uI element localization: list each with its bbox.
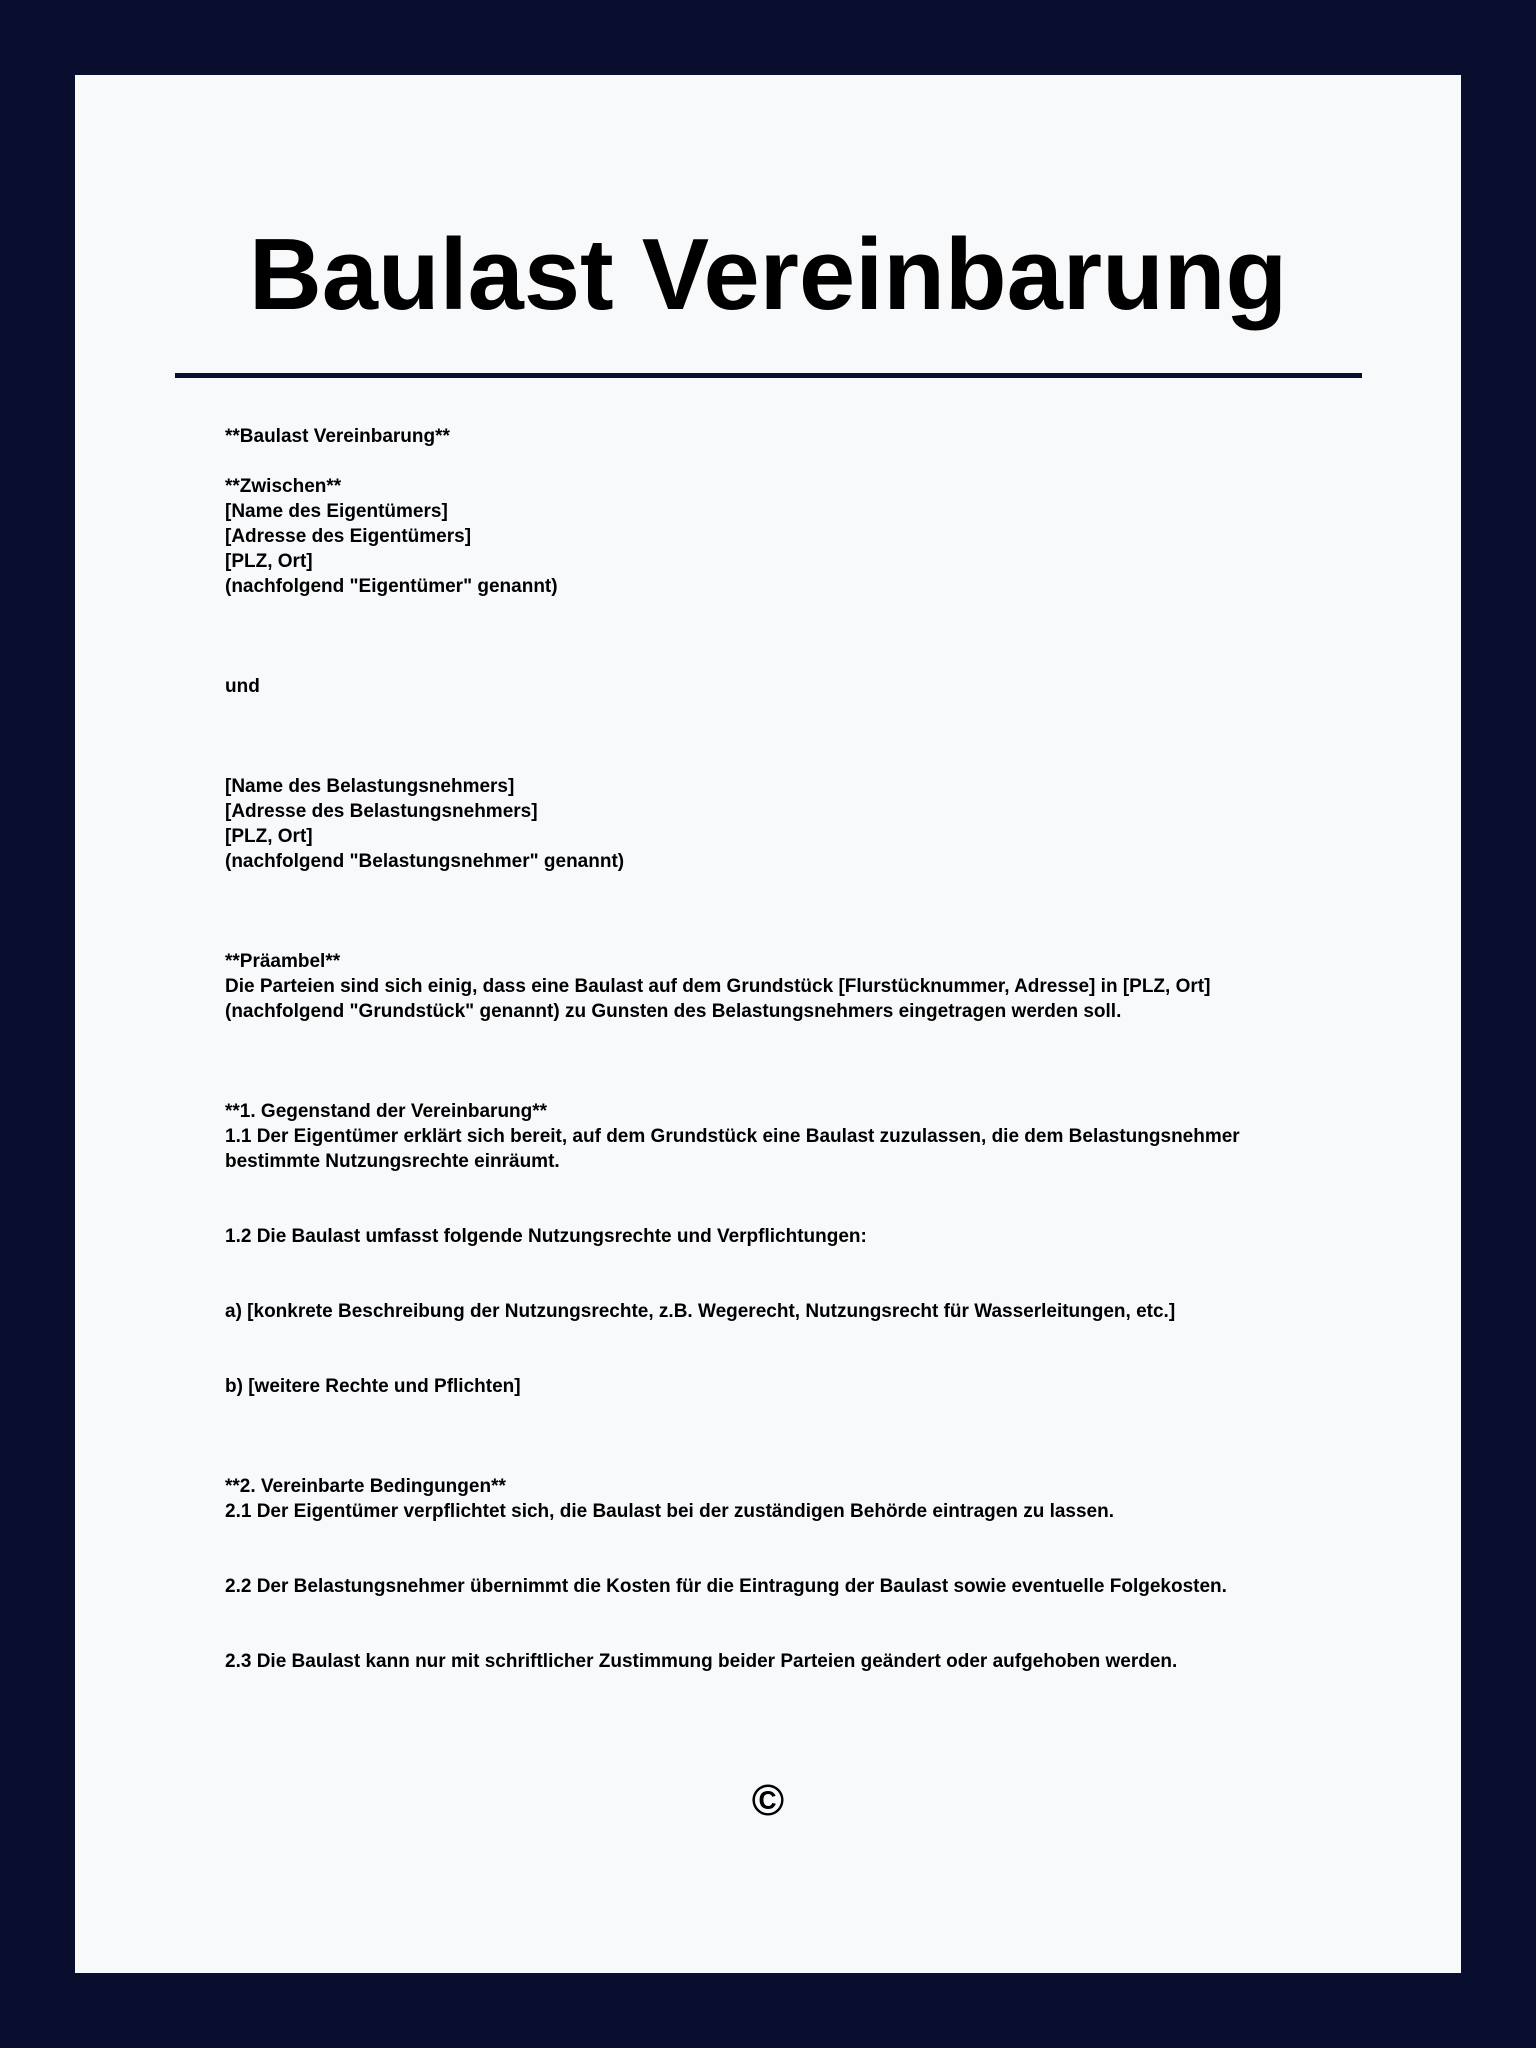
clause-2-1: 2.1 Der Eigentümer verpflichtet sich, die Baulast bei der zuständigen Behörde eintragen zu lassen. xyxy=(225,1501,1115,1522)
clause-1-1-line: bestimmte Nutzungsrechte einräumt. xyxy=(225,1151,560,1172)
preamble-line: (nachfolgend "Grundstück" genannt) zu Gunsten des Belastungsnehmers eingetragen werden soll. xyxy=(225,1001,1122,1022)
owner-designation: (nachfolgend "Eigentümer" genannt) xyxy=(225,576,558,597)
clause-2-3: 2.3 Die Baulast kann nur mit schriftlicher Zustimmung beider Parteien geändert oder aufgehoben werden. xyxy=(225,1651,1178,1672)
blank-lines xyxy=(225,1599,1345,1649)
clause-item-b: b) [weitere Rechte und Pflichten] xyxy=(225,1376,521,1397)
beneficiary-address: [Adresse des Belastungsnehmers] xyxy=(225,801,538,822)
blank-lines xyxy=(225,1024,1345,1099)
title-divider xyxy=(175,373,1362,378)
owner-address: [Adresse des Eigentümers] xyxy=(225,526,472,547)
between-label: **Zwischen** xyxy=(225,476,342,497)
document-page xyxy=(75,75,1461,1973)
body-heading: **Baulast Vereinbarung** xyxy=(225,426,450,447)
section2-heading: **2. Vereinbarte Bedingungen** xyxy=(225,1476,506,1497)
preamble-line: Die Parteien sind sich einig, dass eine Baulast auf dem Grundstück [Flurstücknummer, Adresse] in [PLZ, Ort] xyxy=(225,976,1211,997)
copyright-icon: © xyxy=(751,1776,785,1825)
section1-heading: **1. Gegenstand der Vereinbarung** xyxy=(225,1101,548,1122)
preamble-heading: **Präambel** xyxy=(225,951,341,972)
beneficiary-city: [PLZ, Ort] xyxy=(225,826,313,847)
clause-item-a: a) [konkrete Beschreibung der Nutzungsrechte, z.B. Wegerecht, Nutzungsrecht für Wasserleitungen, etc.] xyxy=(225,1301,1176,1322)
blank-lines xyxy=(225,1524,1345,1574)
blank-lines xyxy=(225,1399,1345,1474)
beneficiary-name: [Name des Belastungsnehmers] xyxy=(225,776,515,797)
owner-name: [Name des Eigentümers] xyxy=(225,501,448,522)
owner-city: [PLZ, Ort] xyxy=(225,551,313,572)
and-label: und xyxy=(225,676,260,697)
blank-lines xyxy=(225,699,1345,774)
blank-line xyxy=(225,449,1345,474)
blank-lines xyxy=(225,1174,1345,1224)
document-title: Baulast Vereinbarung xyxy=(248,219,1288,331)
clause-2-2: 2.2 Der Belastungsnehmer übernimmt die Kosten für die Eintragung der Baulast sowie eventuelle Folgekosten. xyxy=(225,1576,1227,1597)
blank-lines xyxy=(225,1324,1345,1374)
clause-1-1-line: 1.1 Der Eigentümer erklärt sich bereit, auf dem Grundstück eine Baulast zuzulassen, die dem Belastungsnehmer xyxy=(225,1126,1240,1147)
blank-lines xyxy=(225,1249,1345,1299)
document-body xyxy=(225,424,1345,1674)
clause-1-2: 1.2 Die Baulast umfasst folgende Nutzungsrechte und Verpflichtungen: xyxy=(225,1226,867,1247)
blank-lines xyxy=(225,874,1345,949)
blank-lines xyxy=(225,599,1345,674)
beneficiary-designation: (nachfolgend "Belastungsnehmer" genannt) xyxy=(225,851,625,872)
